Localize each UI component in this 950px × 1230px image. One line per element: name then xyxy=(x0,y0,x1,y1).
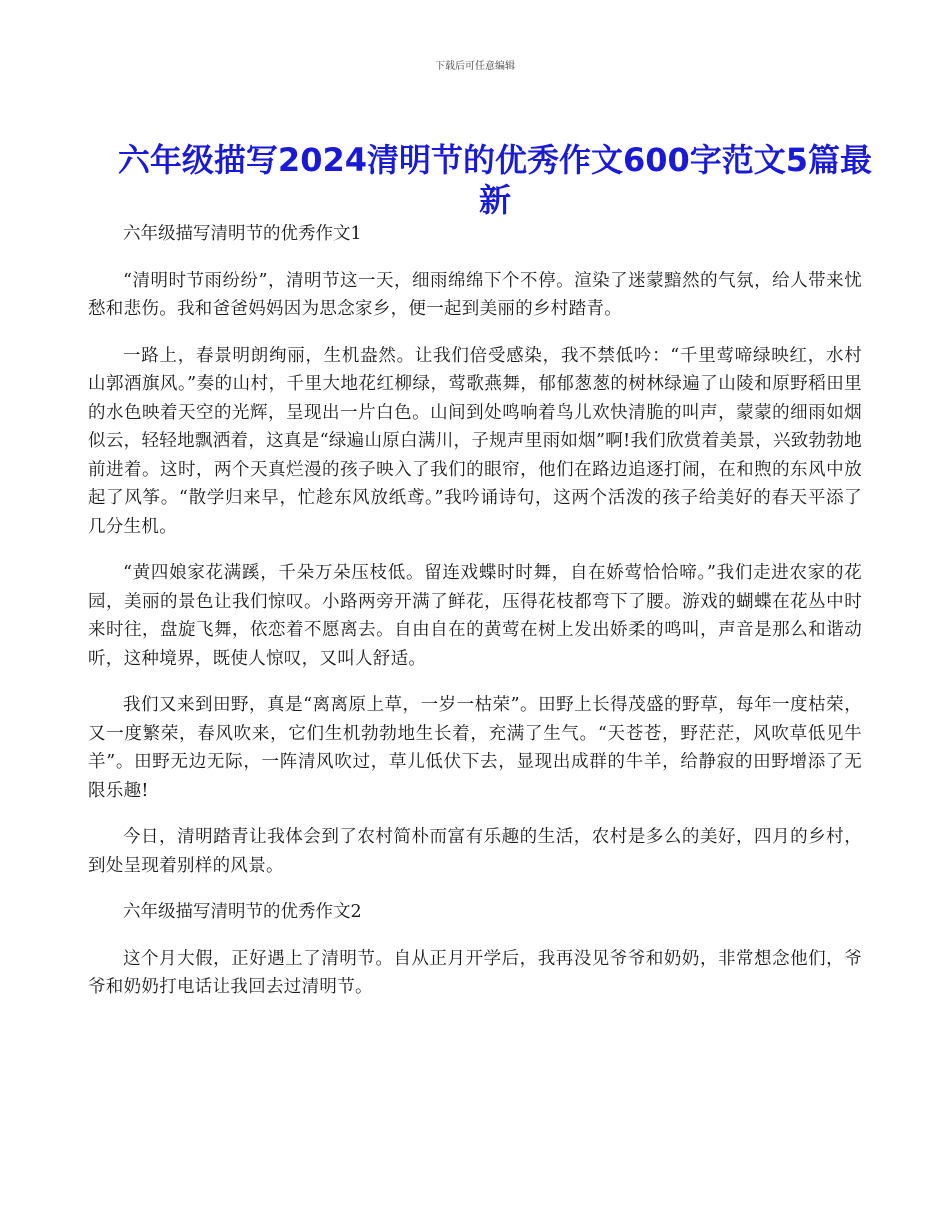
section-heading-2: 六年级描写清明节的优秀作文2 xyxy=(123,902,362,922)
section-heading-1: 六年级描写清明节的优秀作文1 xyxy=(123,224,362,244)
paragraph: 我们又来到田野，真是“离离原上草，一岁一枯荣”。田野上长得茂盛的野草，每年一度枯荣，又一度繁荣，春风吹来，它们生机勃勃地生长着，充满了生气。“天苍苍，野茫茫，风吹草低见牛羊”。田野无边无际，一阵清风吹过，草儿低伏下去，显现出成群的牛羊，给静寂的田野增添了无限乐趣! xyxy=(88,695,862,801)
document-body xyxy=(88,220,862,1020)
header-note: 下载后可任意编辑 xyxy=(435,61,515,72)
paragraph: 一路上，春景明朗绚丽，生机盎然。让我们倍受感染，我不禁低吟：“千里莺啼绿映红，水村山郭酒旗风。”奏的山村，千里大地花红柳绿，莺歌燕舞，郁郁葱葱的树林绿遍了山陵和原野稻田里的水色映着天空的光辉，呈现出一片白色。山间到处鸣响着鸟儿欢快清脆的叫声，蒙蒙的细雨如烟似云，轻轻地飘洒着，这真是“绿遍山原白满川，子规声里雨如烟”啊!我们欣赏着美景，兴致勃勃地前进着。这时，两个天真烂漫的孩子映入了我们的眼帘，他们在路边追逐打闹，在和煦的东风中放起了风筝。“散学归来早，忙趁东风放纸鸢。”我吟诵诗句，这两个活泼的孩子给美好的春天平添了几分生机。 xyxy=(88,345,862,537)
paragraph: “黄四娘家花满蹊，千朵万朵压枝低。留连戏蝶时时舞，自在娇莺恰恰啼。”我们走进农家的花园，美丽的景色让我们惊叹。小路两旁开满了鲜花，压得花枝都弯下了腰。游戏的蝴蝶在花丛中时来时往，盘旋飞舞，依恋着不愿离去。自由自在的黄莺在树上发出娇柔的鸣叫，声音是那么和谐动听，这种境界，既使人惊叹，又叫人舒适。 xyxy=(88,563,862,669)
document-title: 六年级描写2024清明节的优秀作文600字范文5篇最新 xyxy=(117,141,873,219)
paragraph: 今日，清明踏青让我体会到了农村简朴而富有乐趣的生活，农村是多么的美好，四月的乡村，到处呈现着别样的风景。 xyxy=(88,827,862,876)
paragraph: “清明时节雨纷纷”，清明节这一天，细雨绵绵下个不停。渲染了迷蒙黯然的气氛，给人带来忧愁和悲伤。我和爸爸妈妈因为思念家乡，便一起到美丽的乡村踏青。 xyxy=(88,270,862,319)
paragraph: 这个月大假，正好遇上了清明节。自从正月开学后，我再没见爷爷和奶奶，非常想念他们，爷爷和奶奶打电话让我回去过清明节。 xyxy=(88,948,862,997)
